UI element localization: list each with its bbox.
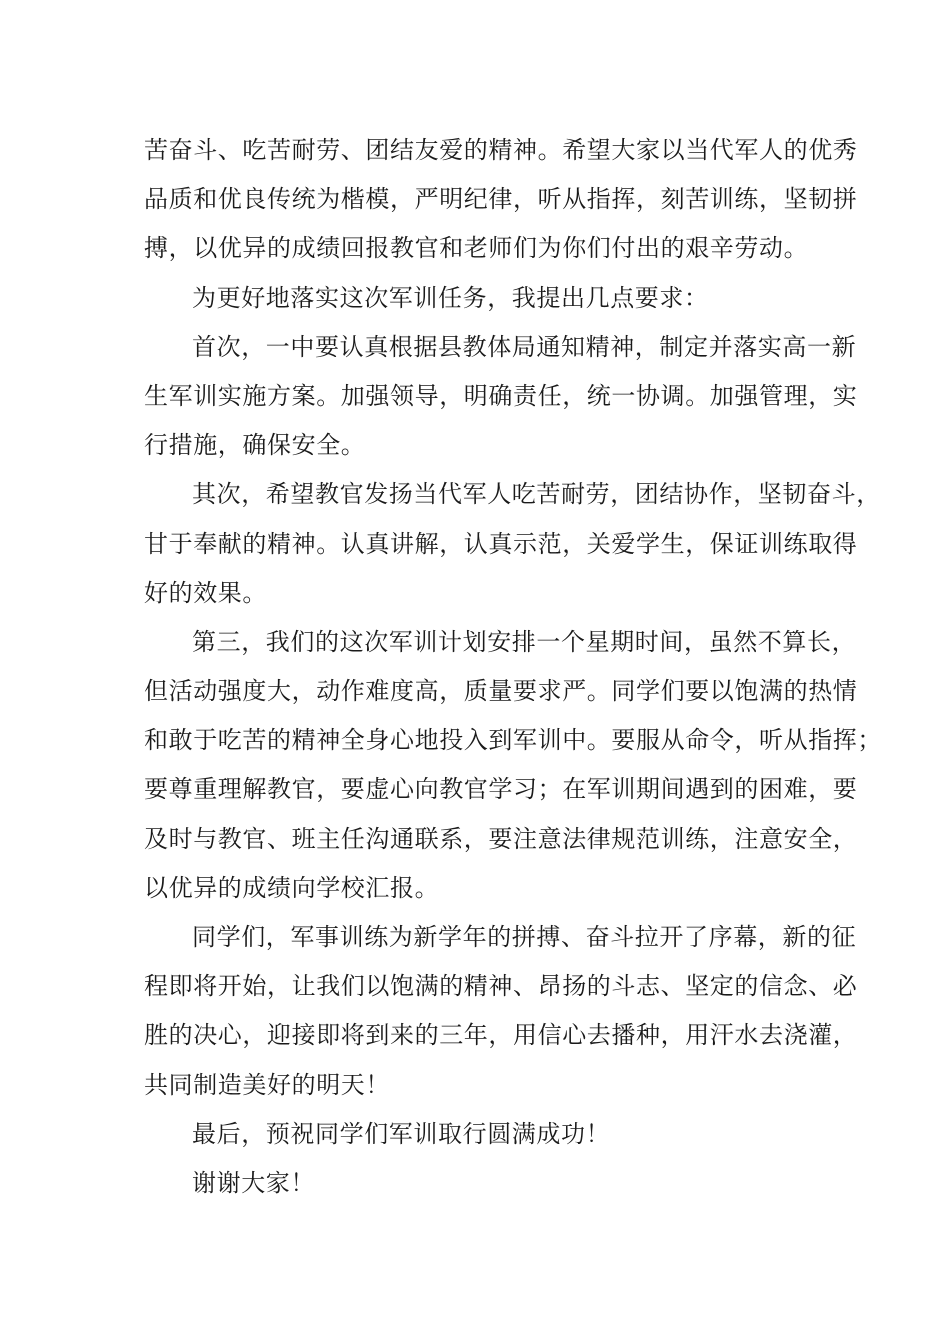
text-line: 胜的决心，迎接即将到来的三年，用信心去播种，用汗水去浇灌， bbox=[144, 1021, 858, 1050]
text-line: 程即将开始，让我们以饱满的精神、昂扬的斗志、坚定的信念、必 bbox=[144, 972, 858, 1001]
text-line: 第三，我们的这次军训计划安排一个星期时间，虽然不算长， bbox=[192, 627, 857, 656]
document-body bbox=[144, 126, 882, 1208]
text-line: 共同制造美好的明天！ bbox=[144, 1070, 390, 1099]
text-line: 好的效果。 bbox=[144, 578, 267, 607]
text-line: 品质和优良传统为楷模，严明纪律，听从指挥，刻苦训练，坚韧拼 bbox=[144, 185, 858, 214]
text-line: 最后，预祝同学们军训取行圆满成功！ bbox=[192, 1119, 611, 1148]
text-line: 和敢于吃苦的精神全身心地投入到军训中。要服从命令，听从指挥； bbox=[144, 726, 882, 755]
text-line: 要尊重理解教官，要虚心向教官学习；在军训期间遇到的困难，要 bbox=[144, 775, 858, 804]
text-line: 同学们，军事训练为新学年的拼搏、奋斗拉开了序幕，新的征 bbox=[192, 923, 857, 951]
text-line: 但活动强度大，动作难度高，质量要求严。同学们要以饱满的热情 bbox=[144, 677, 858, 706]
text-line: 谢谢大家！ bbox=[192, 1168, 315, 1197]
text-line: 甘于奉献的精神。认真讲解，认真示范，关爱学生，保证训练取得 bbox=[144, 529, 858, 558]
text-line: 其次，希望教官发扬当代军人吃苦耐劳，团结协作，坚韧奋斗， bbox=[192, 480, 881, 509]
text-line: 苦奋斗、吃苦耐劳、团结友爱的精神。希望大家以当代军人的优秀 bbox=[144, 136, 858, 164]
text-line: 及时与教官、班主任沟通联系，要注意法律规范训练，注意安全， bbox=[144, 824, 858, 853]
text-line: 以优异的成绩向学校汇报。 bbox=[144, 873, 440, 902]
text-line: 首次，一中要认真根据县教体局通知精神，制定并落实高一新 bbox=[192, 332, 857, 361]
text-line: 为更好地落实这次军训任务，我提出几点要求： bbox=[192, 283, 709, 312]
text-line: 生军训实施方案。加强领导，明确责任，统一协调。加强管理，实 bbox=[144, 381, 858, 410]
text-line: 行措施，确保安全。 bbox=[144, 431, 366, 460]
text-line: 搏，以优异的成绩回报教官和老师们为你们付出的艰辛劳动。 bbox=[144, 234, 809, 263]
